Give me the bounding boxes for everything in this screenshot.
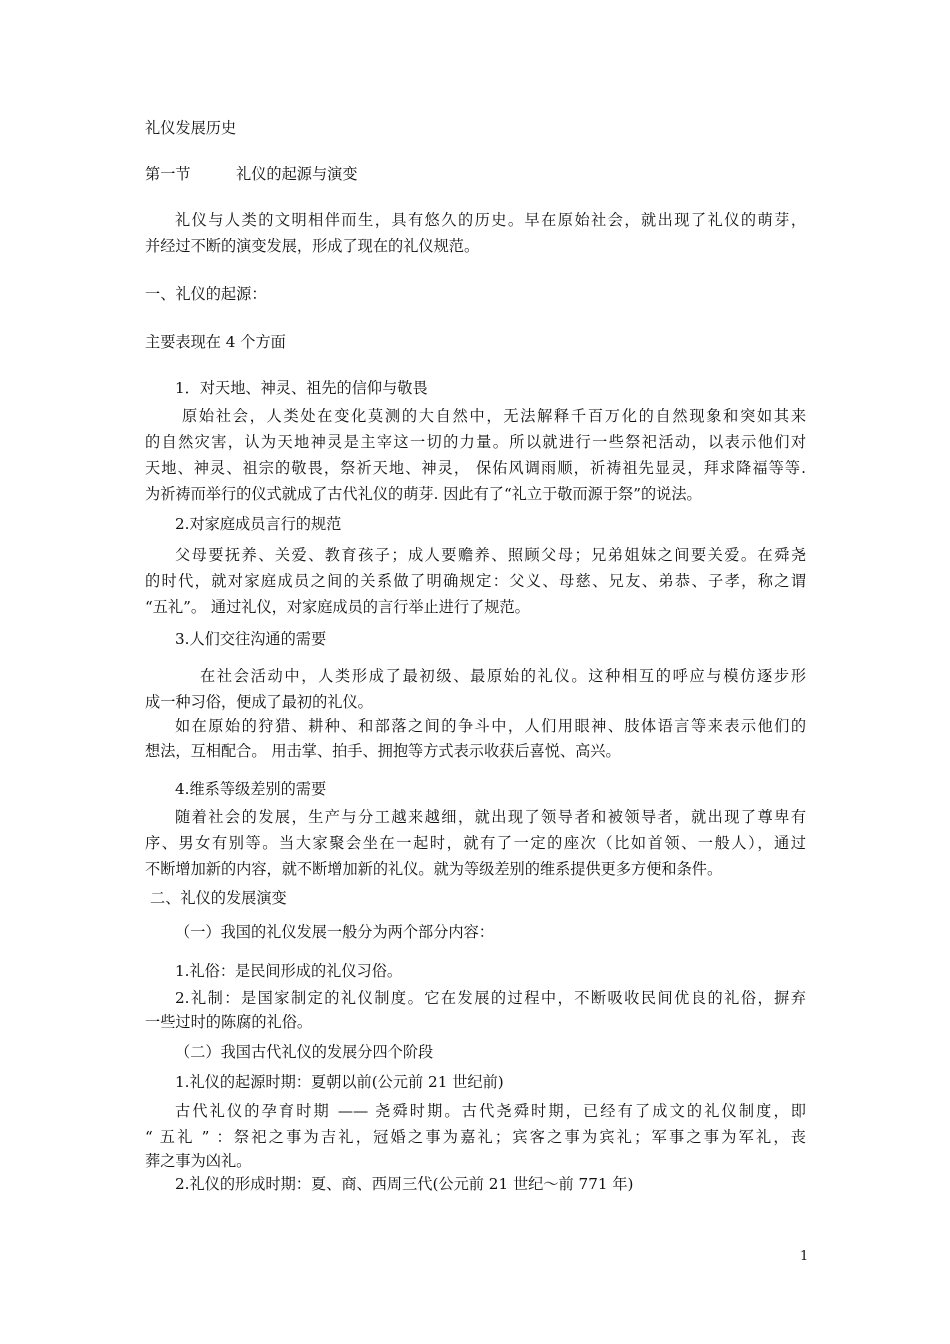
item3-line-2: 成一种习俗，便成了最初的礼仪。 bbox=[145, 693, 373, 711]
item4-line-3: 不断增加新的内容，就不断增加新的礼仪。就为等级差别的维系提供更多方便和条件。 bbox=[145, 860, 723, 878]
heading-development: 二、礼仪的发展演变 bbox=[150, 889, 287, 907]
item2-title: 2.对家庭成员言行的规范 bbox=[175, 515, 342, 533]
stage1-line-1: 古代礼仪的孕育时期 —— 尧舜时期。古代尧舜时期，已经有了成文的礼仪制度，即 bbox=[175, 1102, 806, 1120]
dev-sub1-item-2-line-1: 2.礼制：是国家制定的礼仪制度。它在发展的过程中，不断吸收民间优良的礼俗，摒弃 bbox=[175, 989, 806, 1007]
item3-line-3: 如在原始的狩猎、耕种、和部落之间的争斗中，人们用眼神、肢体语言等来表示他们的 bbox=[175, 717, 806, 735]
item1-line-1: 原始社会，人类处在变化莫测的大自然中，无法解释千百万化的自然现象和突如其来 bbox=[182, 407, 806, 425]
item4-line-2: 序、男女有别等。当大家聚会坐在一起时，就有了一定的座次（比如首领、一般人），通过 bbox=[145, 834, 806, 852]
origin-summary: 主要表现在 4 个方面 bbox=[145, 333, 286, 351]
stage1-title: 1.礼仪的起源时期：夏朝以前(公元前 21 世纪前) bbox=[175, 1073, 504, 1091]
stage2-title: 2.礼仪的形成时期：夏、商、西周三代(公元前 21 世纪～前 771 年) bbox=[175, 1175, 634, 1193]
dev-subheading-2: （二）我国古代礼仪的发展分四个阶段 bbox=[175, 1043, 434, 1061]
dev-sub1-item-1: 1.礼俗：是民间形成的礼仪习俗。 bbox=[175, 962, 403, 980]
section-label: 第一节 bbox=[145, 165, 191, 183]
item4-title: 4.维系等级差别的需要 bbox=[175, 780, 327, 798]
intro-line-1: 礼仪与人类的文明相伴而生，具有悠久的历史。早在原始社会，就出现了礼仪的萌芽， bbox=[175, 211, 806, 229]
item3-title: 3.人们交往沟通的需要 bbox=[175, 630, 327, 648]
stage1-line-3: 葬之事为凶礼。 bbox=[145, 1152, 252, 1170]
document-title: 礼仪发展历史 bbox=[145, 119, 237, 137]
item2-line-2: 的时代，就对家庭成员之间的关系做了明确规定：父义、母慈、兄友、弟恭、子孝，称之谓 bbox=[145, 572, 806, 590]
item1-line-2: 的自然灾害，认为天地神灵是主宰这一切的力量。所以就进行一些祭祀活动，以表示他们对 bbox=[145, 433, 806, 451]
item2-line-3: “五礼”。 通过礼仪，对家庭成员的言行举止进行了规范。 bbox=[145, 598, 530, 616]
section-title: 礼仪的起源与演变 bbox=[236, 165, 358, 183]
item1-title: 1．对天地、神灵、祖先的信仰与敬畏 bbox=[175, 379, 428, 397]
page-number: 1 bbox=[800, 1249, 809, 1264]
dev-sub1-item-2-line-2: 一些过时的陈腐的礼俗。 bbox=[145, 1013, 313, 1031]
intro-line-2: 并经过不断的演变发展，形成了现在的礼仪规范。 bbox=[145, 237, 480, 255]
item4-line-1: 随着社会的发展，生产与分工越来越细，就出现了领导者和被领导者，就出现了尊卑有 bbox=[175, 808, 806, 826]
heading-origin: 一、礼仪的起源： bbox=[145, 285, 267, 303]
item3-line-4: 想法，互相配合。 用击掌、拍手、拥抱等方式表示收获后喜悦、高兴。 bbox=[145, 742, 621, 760]
stage1-line-2: “ 五礼 ” ：祭祀之事为吉礼，冠婚之事为嘉礼；宾客之事为宾礼；军事之事为军礼，丧 bbox=[145, 1128, 806, 1146]
item1-line-3: 天地、神灵、祖宗的敬畏，祭祈天地、神灵， 保佑风调雨顺，祈祷祖先显灵，拜求降福等等. bbox=[145, 459, 806, 477]
item3-line-1: 在社会活动中，人类形成了最初级、最原始的礼仪。这种相互的呼应与模仿逐步形 bbox=[200, 667, 806, 685]
item1-line-4: 为祈祷而举行的仪式就成了古代礼仪的萌芽. 因此有了“礼立于敬而源于祭”的说法。 bbox=[145, 485, 702, 503]
item2-line-1: 父母要抚养、关爱、教育孩子；成人要赡养、照顾父母；兄弟姐妹之间要关爱。在舜尧 bbox=[175, 546, 806, 564]
dev-subheading-1: （一）我国的礼仪发展一般分为两个部分内容： bbox=[175, 923, 494, 941]
